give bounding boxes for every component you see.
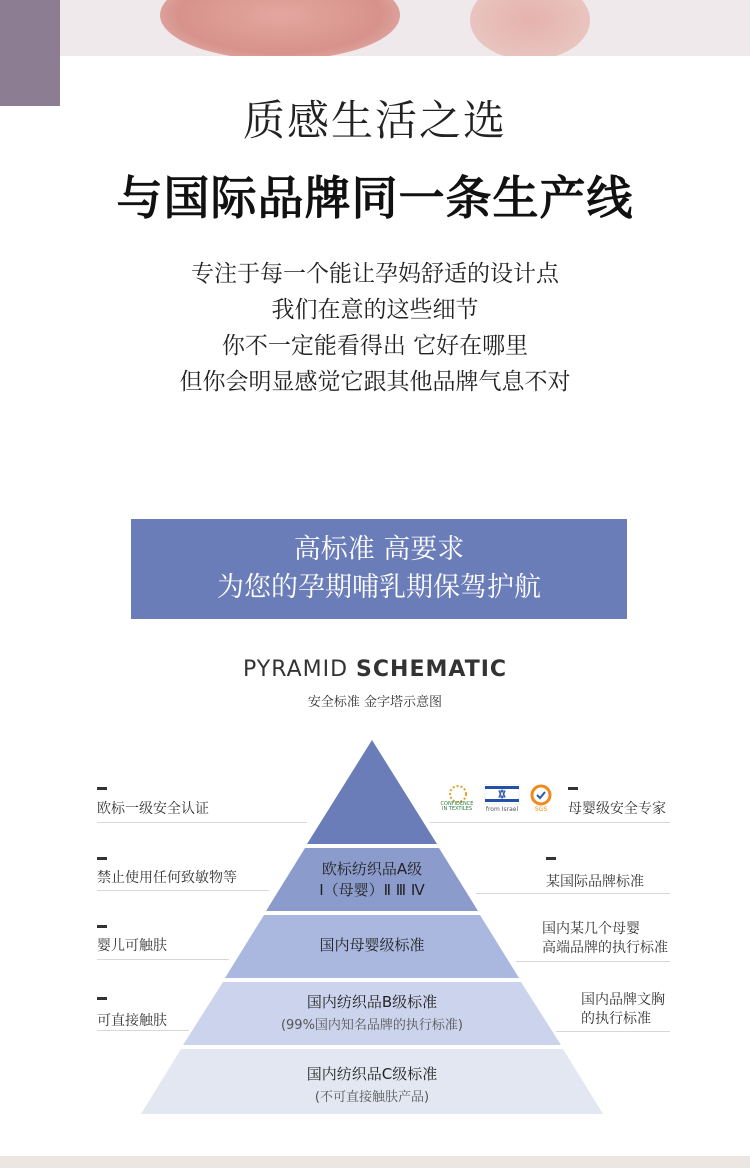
divider [97, 959, 229, 960]
tier-3-line-1: 国内母婴级标准 [319, 936, 425, 954]
right-label-3-line: 高端品牌的执行标准 [542, 940, 668, 956]
tier-4-line-1: 国内纺织品B级标准 [306, 993, 438, 1011]
right-label-4-line: 国内品牌文胸 [581, 992, 665, 1008]
intro-paragraph [0, 256, 750, 400]
intro-line: 你不一定能看得出 它好在哪里 [221, 333, 529, 359]
left-label-4: 可直接触肤 [97, 1013, 167, 1029]
left-label-1: 欧标一级安全认证 [97, 801, 209, 817]
svg-text:IN TEXTILES: IN TEXTILES [441, 806, 473, 812]
divider [430, 822, 670, 823]
label-marker [97, 997, 107, 1000]
pyramid-title-light: PYRAMID [242, 657, 357, 682]
tier-2-line-1: 欧标纺织品A级 [321, 860, 423, 878]
svg-text:CONFIDENCE: CONFIDENCE [440, 801, 474, 807]
left-label-2: 禁止使用任何致敏物等 [97, 870, 237, 886]
divider [516, 961, 670, 962]
left-label-3: 婴儿可触肤 [97, 938, 167, 954]
intro-line: 我们在意的这些细节 [271, 297, 479, 323]
label-marker [546, 857, 556, 860]
top-product-photo [0, 0, 750, 56]
right-label-1: 母婴级安全专家 [568, 801, 666, 817]
photo-purple-fabric [0, 0, 60, 56]
label-marker [97, 925, 107, 928]
photo-pink-bra-cup [160, 0, 400, 56]
divider [97, 822, 307, 823]
right-label-2: 某国际品牌标准 [546, 874, 644, 890]
sgs-logo [527, 784, 555, 812]
tier-4-line-2: (99%国内知名品牌的执行标准) [280, 1018, 464, 1033]
pyramid-tier-1 [307, 740, 437, 844]
pyramid-title-bold: SCHEMATIC [356, 657, 508, 682]
photo-pink-lace [470, 0, 590, 56]
label-marker [97, 787, 107, 790]
svg-text:SGS: SGS [534, 806, 548, 812]
right-label-3 [542, 920, 668, 958]
right-label-4-line: 的执行标准 [581, 1011, 651, 1027]
tier-5-label [150, 1063, 594, 1105]
pyramid-title [0, 657, 750, 682]
tier-3-label [230, 934, 514, 955]
label-marker [97, 857, 107, 860]
title-line-1: 质感生活之选 [242, 96, 507, 145]
intro-line: 但你会明显感觉它跟其他品牌气息不对 [179, 369, 571, 395]
divider [97, 890, 269, 891]
divider [97, 1030, 189, 1031]
divider [556, 1031, 670, 1032]
pyramid-subtitle: 安全标准 金字塔示意图 [307, 695, 443, 710]
tier-4-label [190, 991, 554, 1033]
tier-2-label [270, 858, 474, 900]
intro-line: 专注于每一个能让孕妈舒适的设计点 [191, 261, 559, 287]
right-label-3-line: 国内某几个母婴 [542, 921, 640, 937]
israel-flag-logo [483, 784, 521, 812]
banner-line-1: 高标准 高要求 [293, 534, 465, 565]
bottom-photo-edge [0, 1156, 750, 1168]
tier-2-line-2: Ⅰ（母婴）Ⅱ Ⅲ Ⅳ [319, 881, 425, 899]
standards-banner [131, 519, 627, 619]
right-label-4 [581, 991, 665, 1029]
banner-line-2: 为您的孕期哺乳期保驾护航 [217, 572, 541, 603]
svg-text:from Israel: from Israel [485, 806, 519, 812]
label-marker [568, 787, 578, 790]
tier-5-line-2: (不可直接触肤产品) [314, 1090, 430, 1105]
title-line-2: 与国际品牌同一条生产线 [116, 171, 634, 225]
tier-5-line-1: 国内纺织品C级标准 [306, 1065, 438, 1083]
confidence-in-textiles-logo [436, 784, 478, 812]
divider [476, 893, 670, 894]
